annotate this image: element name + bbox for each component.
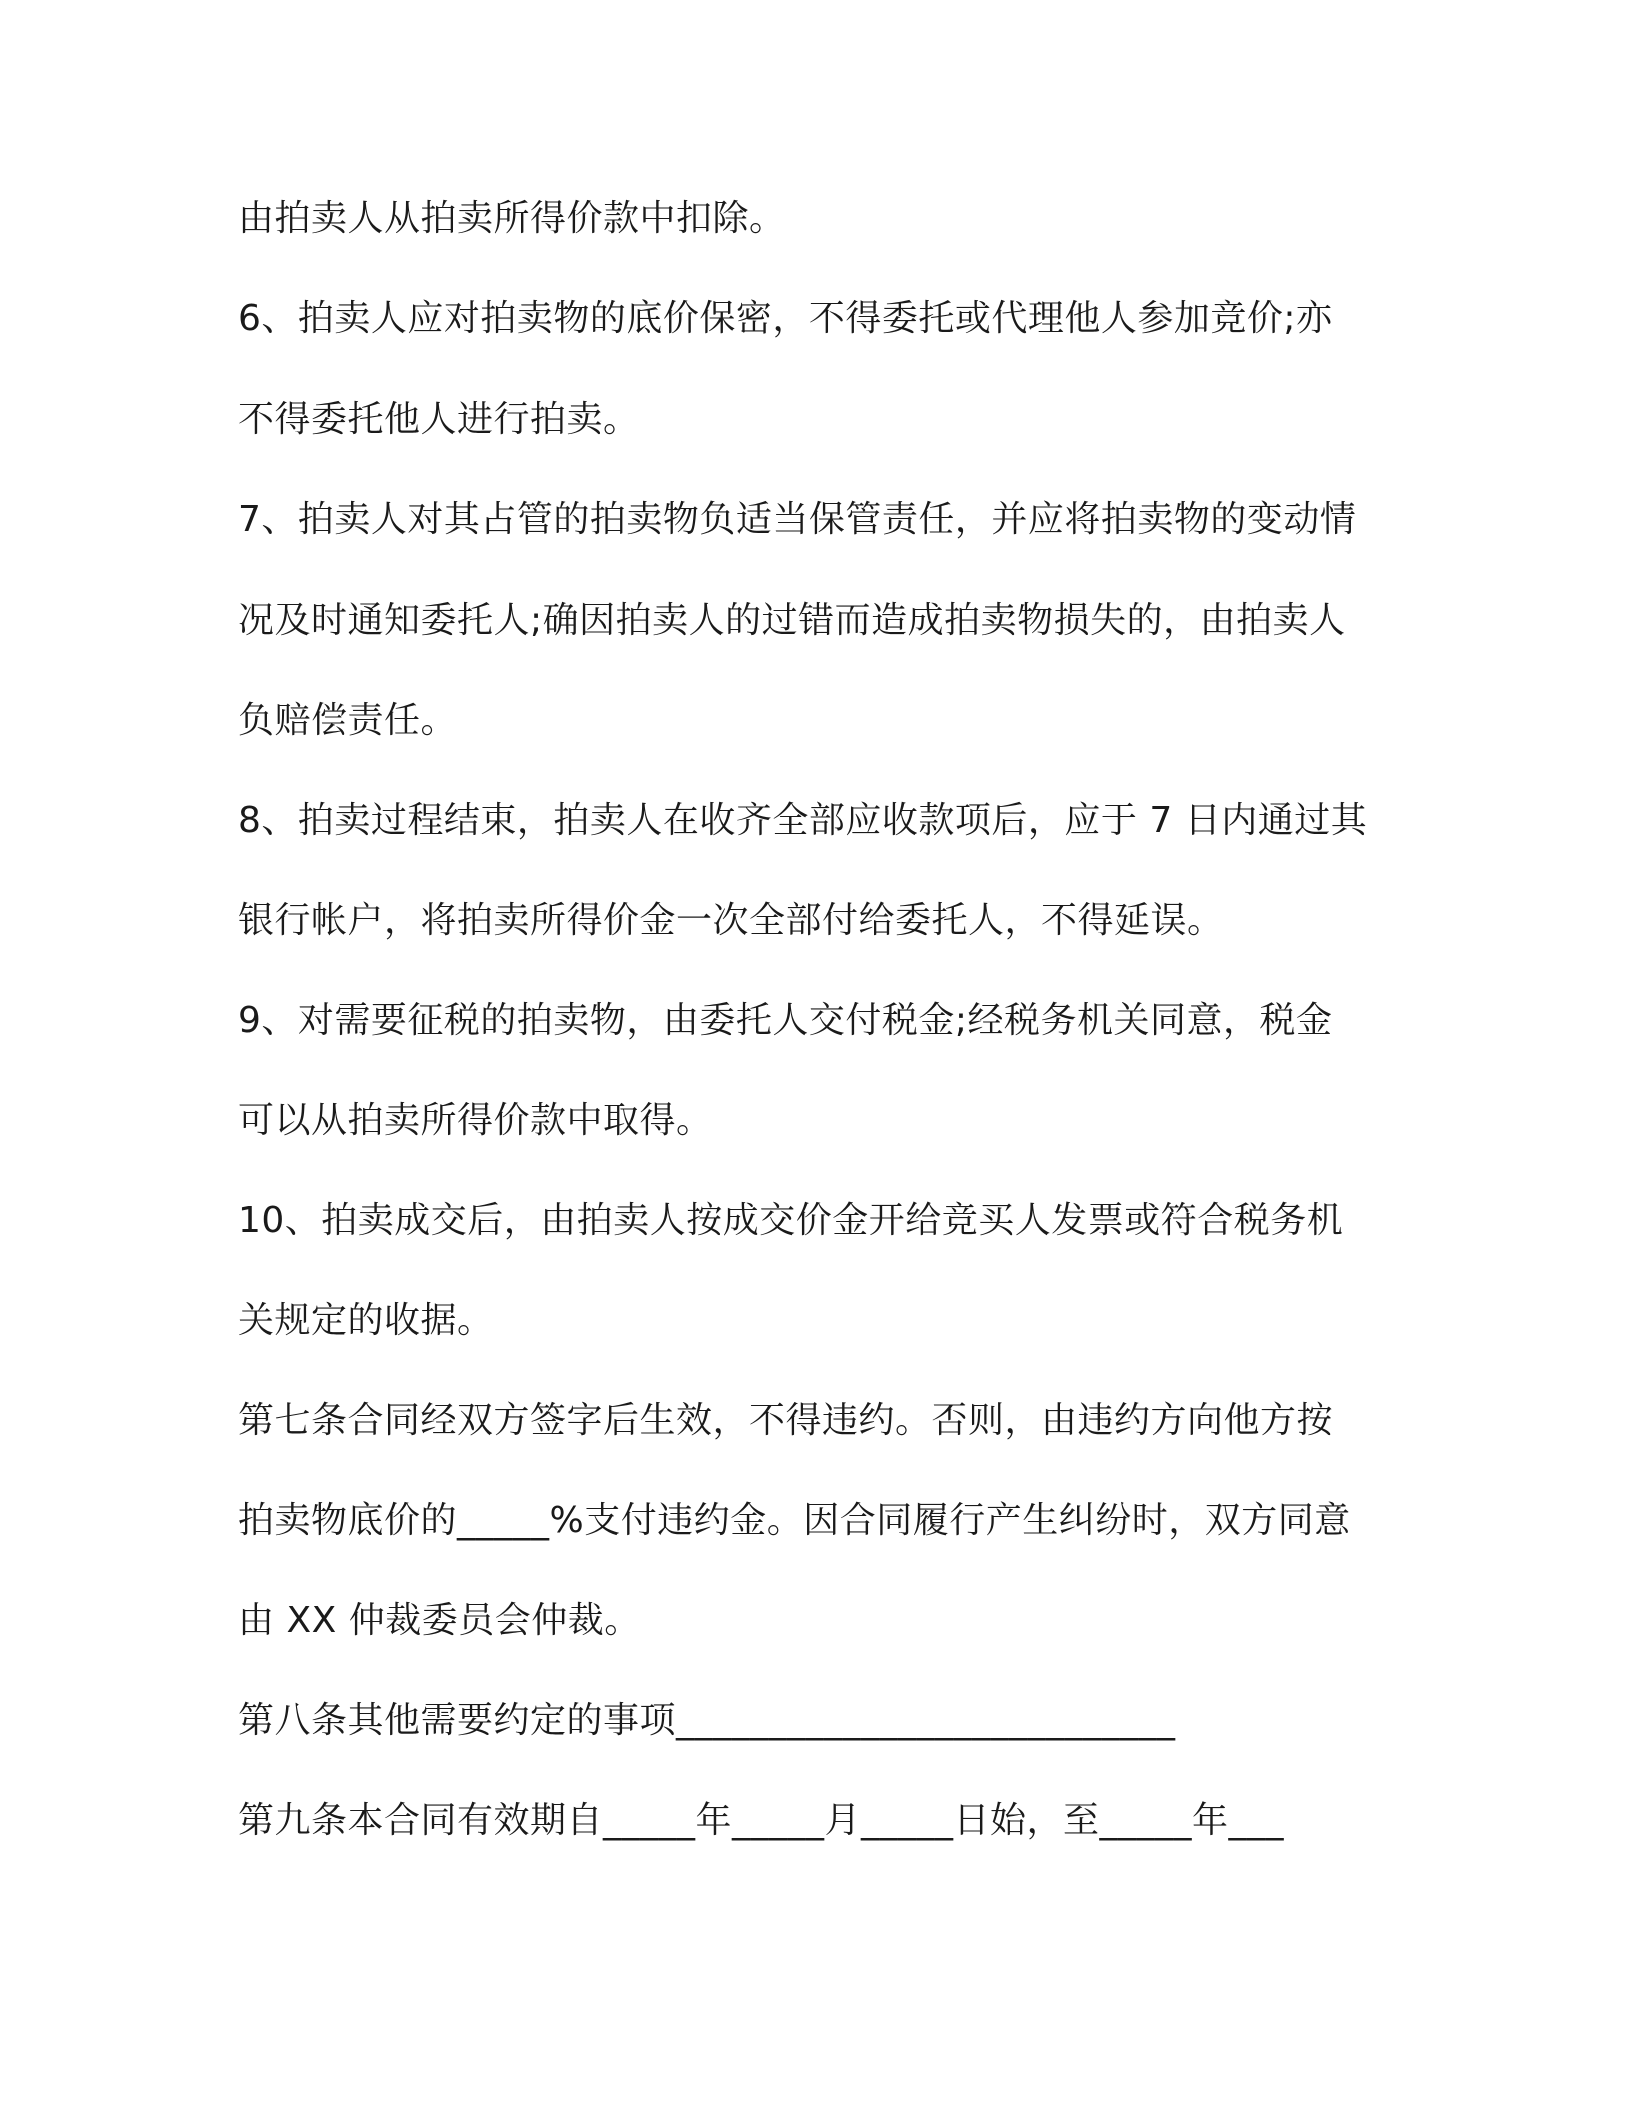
text-line: 第九条本合同有效期自_____年_____月_____日始，至_____年___ [238, 1800, 1285, 1841]
text-line: 7、拍卖人对其占管的拍卖物负适当保管责任，并应将拍卖物的变动情 [238, 499, 1357, 540]
text-line: 由 XX 仲裁委员会仲裁。 [238, 1600, 641, 1641]
text-line: 6、拍卖人应对拍卖物的底价保密，不得委托或代理他人参加竞价;亦 [238, 298, 1333, 339]
text-line: 第七条合同经双方签字后生效，不得违约。否则，由违约方向他方按 [238, 1400, 1334, 1441]
text-line: 况及时通知委托人;确因拍卖人的过错而造成拍卖物损失的，由拍卖人 [238, 600, 1346, 641]
text-line: 拍卖物底价的_____%支付违约金。因合同履行产生纠纷时，双方同意 [238, 1500, 1351, 1541]
text-line: 第八条其他需要约定的事项___________________________ [238, 1700, 1176, 1741]
text-line: 10、拍卖成交后，由拍卖人按成交价金开给竞买人发票或符合税务机 [238, 1200, 1344, 1241]
text-line: 可以从拍卖所得价款中取得。 [238, 1100, 713, 1141]
text-line: 8、拍卖过程结束，拍卖人在收齐全部应收款项后，应于 7 日内通过其 [238, 800, 1368, 841]
text-line: 关规定的收据。 [238, 1300, 494, 1341]
text-line: 银行帐户，将拍卖所得价金一次全部付给委托人，不得延误。 [238, 900, 1224, 941]
text-line: 由拍卖人从拍卖所得价款中扣除。 [238, 198, 786, 239]
text-line: 负赔偿责任。 [238, 700, 458, 741]
text-line: 不得委托他人进行拍卖。 [238, 399, 640, 440]
text-line: 9、对需要征税的拍卖物，由委托人交付税金;经税务机关同意，税金 [238, 1000, 1333, 1041]
